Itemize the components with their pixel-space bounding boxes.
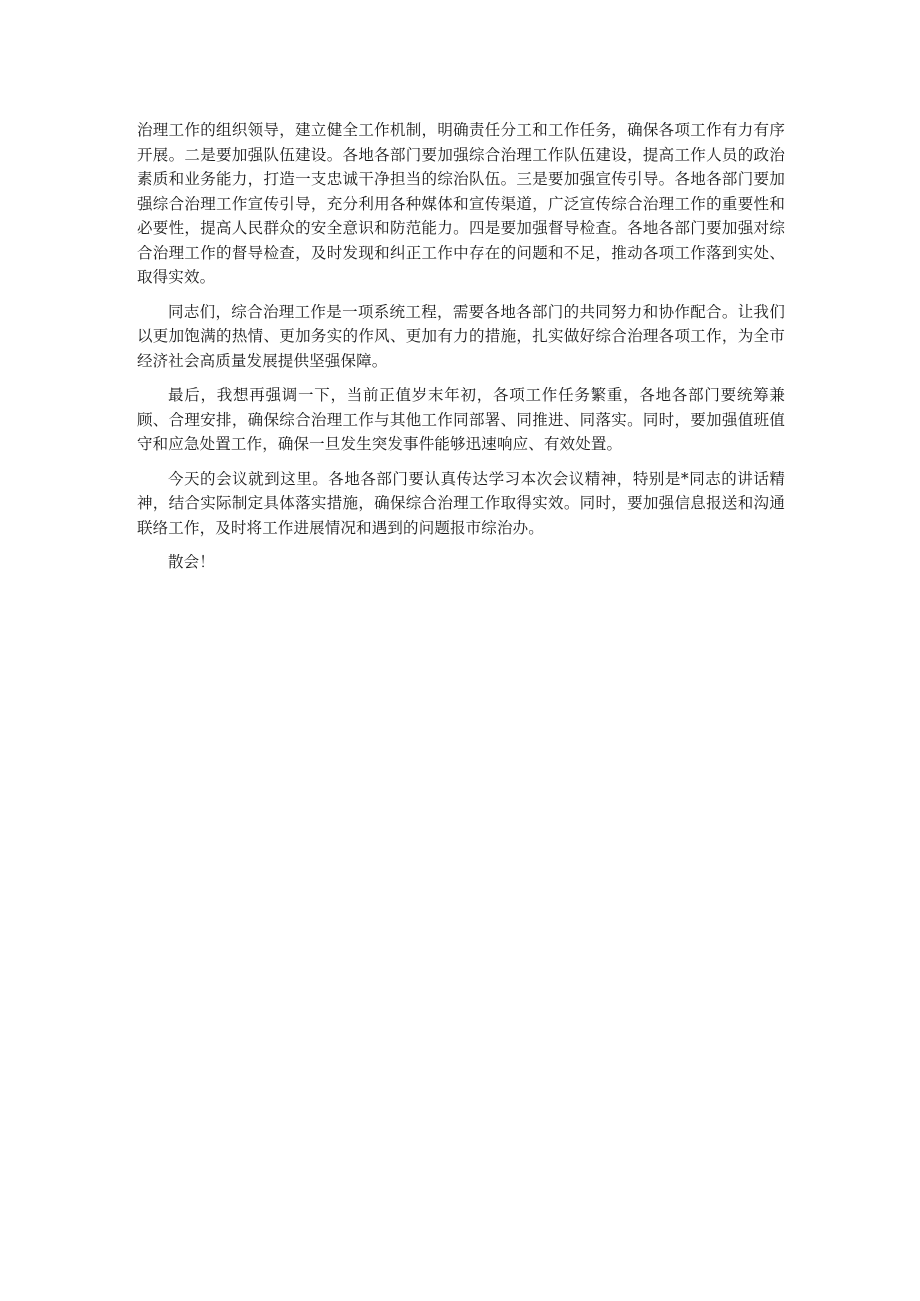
paragraph-comrades: 同志们，综合治理工作是一项系统工程，需要各地各部门的共同努力和协作配合。让我们以更加饱满的热情、更加务实的作风、更加有力的措施，扎实做好综合治理各项工作，为全市经济社会高质量发展提供坚强保障。 [137,302,785,370]
paragraph-emphasis: 最后，我想再强调一下，当前正值岁末年初，各项工作任务繁重，各地各部门要统筹兼顾、合理安排，确保综合治理工作与其他工作同部署、同推进、同落实。同时，要加强值班值守和应急处置工作，确保一旦发生突发事件能够迅速响应、有效处置。 [137,386,785,453]
paragraph-adjourn: 散会！ [168,553,215,571]
document-body [137,118,785,585]
paragraph-closing: 今天的会议就到这里。各地各部门要认真传达学习本次会议精神，特别是*同志的讲话精神，结合实际制定具体落实措施，确保综合治理工作取得实效。同时，要加强信息报送和沟通联络工作，及时将工作进展情况和遇到的问题报市综治办。 [137,469,785,537]
paragraph-continuation: 治理工作的组织领导，建立健全工作机制，明确责任分工和工作任务，确保各项工作有力有序开展。二是要加强队伍建设。各地各部门要加强综合治理工作队伍建设，提高工作人员的政治素质和业务能力，打造一支忠诚干净担当的综治队伍。三是要加强宣传引导。各地各部门要加强综合治理工作宣传引导，充分利用各种媒体和宣传渠道，广泛宣传综合治理工作的重要性和必要性，提高人民群众的安全意识和防范能力。四是要加强督导检查。各地各部门要加强对综合治理工作的督导检查，及时发现和纠正工作中存在的问题和不足，推动各项工作落到实处、取得实效。 [137,121,785,286]
